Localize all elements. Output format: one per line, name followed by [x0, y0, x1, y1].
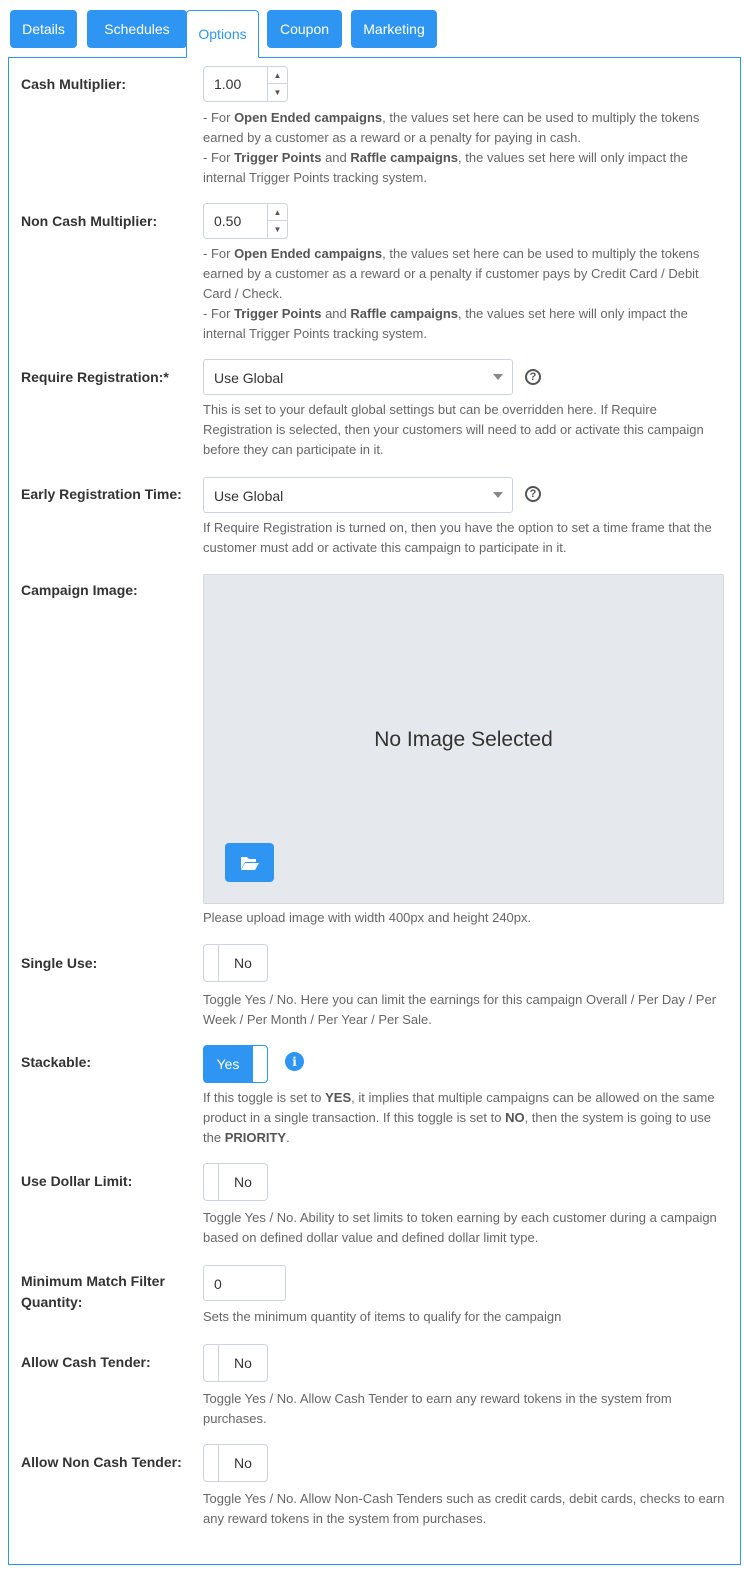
- allow-non-cash-tender-help: Toggle Yes / No. Allow Non-Cash Tenders such as credit cards, debit cards, checks to earn any reward tokens in the system from purchases.: [203, 1491, 725, 1526]
- stackable-label: Stackable:: [21, 1054, 92, 1070]
- tab-coupon[interactable]: Coupon: [267, 10, 342, 48]
- campaign-image-label: Campaign Image:: [21, 582, 138, 598]
- decrement-arrow-icon[interactable]: ▼: [273, 88, 282, 97]
- cash-multiplier-value: 1.00: [214, 76, 242, 92]
- toggle-knob: [252, 1046, 267, 1082]
- early-registration-value: Use Global: [214, 488, 284, 504]
- allow-cash-tender-help: Toggle Yes / No. Allow Cash Tender to earn any reward tokens in the system from purchases.: [203, 1391, 672, 1426]
- decrement-arrow-icon[interactable]: ▼: [273, 225, 282, 234]
- increment-arrow-icon[interactable]: ▲: [268, 67, 287, 84]
- stackable-help: If this toggle is set to YES, it implies that multiple campaigns can be allowed on the same product in a single transaction. If this toggle is set to NO, then the system is going to use the PRIORITY.: [203, 1090, 715, 1145]
- require-registration-value: Use Global: [214, 370, 284, 386]
- toggle-knob: [204, 1345, 219, 1381]
- increment-arrow-icon[interactable]: ▲: [268, 204, 287, 221]
- toggle-state: No: [234, 1355, 252, 1371]
- early-registration-select[interactable]: [203, 477, 513, 513]
- toggle-knob: [204, 1445, 219, 1481]
- browse-image-button[interactable]: [225, 843, 274, 882]
- non-cash-multiplier-stepper: [267, 204, 287, 238]
- tab-marketing[interactable]: Marketing: [351, 10, 437, 48]
- no-image-text: No Image Selected: [374, 728, 553, 751]
- toggle-state: No: [234, 955, 252, 971]
- tab-bar: [10, 10, 740, 58]
- single-use-label: Single Use:: [21, 955, 98, 971]
- tab-options[interactable]: Options: [186, 10, 259, 58]
- non-cash-multiplier-help: - For Open Ended campaigns, the values set here can be used to multiply the tokens earned by a customer as a reward or a penalty if customer pays by Credit Card / Debit Card / Check. - For Trigger Points and Raffle campaigns, the values set here will only impact the internal Trigger Points tracking system.: [203, 246, 700, 341]
- minimum-match-help: Sets the minimum quantity of items to qualify for the campaign: [203, 1309, 562, 1324]
- cash-multiplier-label: Cash Multiplier:: [21, 76, 127, 92]
- use-dollar-limit-toggle[interactable]: [203, 1163, 268, 1201]
- cash-multiplier-help: - For Open Ended campaigns, the values set here can be used to multiply the tokens earned by a customer as a reward or a penalty for paying in cash. - For Trigger Points and Raffle campaigns, the values set here will only impact the internal Trigger Points tracking system.: [203, 110, 700, 185]
- toggle-state: No: [234, 1455, 252, 1471]
- non-cash-multiplier-value: 0.50: [214, 213, 242, 229]
- toggle-state: Yes: [216, 1056, 240, 1072]
- use-dollar-limit-help: Toggle Yes / No. Ability to set limits to token earning by each customer during a campaign based on defined dollar value and defined dollar limit type.: [203, 1210, 717, 1245]
- cash-multiplier-input[interactable]: [203, 66, 288, 102]
- allow-non-cash-tender-label: Allow Non Cash Tender:: [21, 1454, 182, 1470]
- chevron-down-icon: [493, 374, 503, 380]
- folder-open-icon: [240, 855, 260, 871]
- tab-schedules[interactable]: Schedules: [87, 10, 187, 48]
- allow-non-cash-tender-toggle[interactable]: [203, 1444, 268, 1482]
- non-cash-multiplier-input[interactable]: [203, 203, 288, 239]
- question-circle-icon[interactable]: ?: [525, 369, 541, 385]
- campaign-image-dropzone[interactable]: [203, 574, 724, 904]
- minimum-match-label: Minimum Match Filter Quantity:: [21, 1273, 165, 1310]
- minimum-match-input[interactable]: [203, 1265, 286, 1301]
- allow-cash-tender-toggle[interactable]: [203, 1344, 268, 1382]
- early-registration-help: If Require Registration is turned on, then you have the option to set a time frame that the customer must add or activate this campaign to participate in it.: [203, 520, 712, 555]
- question-circle-icon[interactable]: ?: [525, 486, 541, 502]
- cash-multiplier-stepper: [267, 67, 287, 101]
- use-dollar-limit-label: Use Dollar Limit:: [21, 1173, 133, 1189]
- tab-details[interactable]: Details: [10, 10, 77, 48]
- info-circle-icon[interactable]: i: [285, 1052, 304, 1071]
- single-use-toggle[interactable]: [203, 944, 268, 982]
- campaign-image-help: Please upload image with width 400px and height 240px.: [203, 910, 532, 925]
- early-registration-label: Early Registration Time:: [21, 486, 182, 502]
- chevron-down-icon: [493, 492, 503, 498]
- toggle-state: No: [234, 1174, 252, 1190]
- minimum-match-value: 0: [214, 1276, 222, 1292]
- allow-cash-tender-label: Allow Cash Tender:: [21, 1354, 151, 1370]
- toggle-knob: [204, 1164, 219, 1200]
- non-cash-multiplier-label: Non Cash Multiplier:: [21, 213, 158, 229]
- stackable-toggle[interactable]: [203, 1045, 268, 1083]
- require-registration-help: This is set to your default global settings but can be overridden here. If Require Registration is selected, then your customers will need to add or activate this campaign before they can participate in it.: [203, 402, 704, 457]
- toggle-knob: [204, 945, 219, 981]
- require-registration-select[interactable]: [203, 359, 513, 395]
- require-registration-label: Require Registration:*: [21, 369, 169, 385]
- single-use-help: Toggle Yes / No. Here you can limit the earnings for this campaign Overall / Per Day / Per Week / Per Month / Per Year / Per Sale.: [203, 992, 717, 1027]
